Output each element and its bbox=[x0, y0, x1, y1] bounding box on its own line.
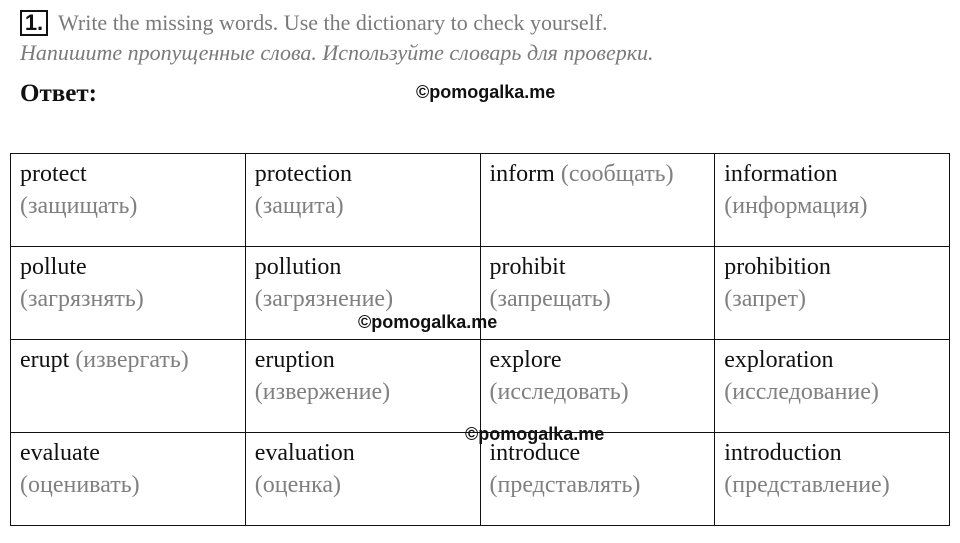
word-translation: (запрещать) bbox=[489, 286, 611, 312]
table-cell bbox=[715, 340, 950, 433]
table-cell bbox=[245, 154, 480, 247]
task-instruction: Write the missing words. Use the dictionary to check yourself. bbox=[58, 10, 608, 35]
word-translation: (загрязнять) bbox=[20, 286, 144, 312]
table-cell bbox=[480, 433, 715, 526]
word-text: introduce bbox=[489, 440, 581, 466]
word-translation: (сообщать) bbox=[560, 161, 674, 187]
word-translation: (защита) bbox=[254, 193, 344, 219]
table-cell bbox=[245, 340, 480, 433]
word-text: evaluation bbox=[254, 440, 355, 466]
table-row bbox=[11, 154, 950, 247]
word-text: exploration bbox=[724, 347, 834, 373]
table-cell bbox=[480, 340, 715, 433]
word-text: pollution bbox=[254, 254, 342, 280]
table-cell bbox=[715, 247, 950, 340]
word-text: protect bbox=[20, 161, 87, 187]
task-header bbox=[20, 8, 940, 68]
word-text: introduction bbox=[724, 440, 842, 466]
word-translation: (извергать) bbox=[75, 347, 189, 373]
word-text: information bbox=[724, 161, 838, 187]
word-translation: (извержение) bbox=[254, 379, 391, 405]
watermark: ©pomogalka.me bbox=[465, 424, 605, 444]
table-cell bbox=[245, 433, 480, 526]
word-translation: (исследование) bbox=[724, 379, 879, 405]
table-cell bbox=[11, 154, 246, 247]
word-text: inform bbox=[489, 161, 555, 187]
table-cell bbox=[715, 433, 950, 526]
word-text: pollute bbox=[20, 254, 87, 280]
table-cell bbox=[715, 154, 950, 247]
word-translation: (представлять) bbox=[489, 472, 641, 498]
word-text: eruption bbox=[254, 347, 335, 373]
word-text: erupt bbox=[20, 347, 70, 373]
answer-label: Ответ: bbox=[20, 80, 97, 107]
word-text: prohibition bbox=[724, 254, 831, 280]
word-table bbox=[10, 153, 950, 526]
table-row bbox=[11, 433, 950, 526]
word-translation: (исследовать) bbox=[489, 379, 629, 405]
task-translation: Напишите пропущенные слова. Используйте словарь для проверки. bbox=[20, 40, 654, 65]
word-translation: (запрет) bbox=[724, 286, 807, 312]
word-translation: (загрязнение) bbox=[254, 286, 394, 312]
word-text: explore bbox=[489, 347, 562, 373]
watermark: ©pomogalka.me bbox=[416, 82, 556, 102]
table-cell bbox=[11, 340, 246, 433]
task-instruction-line bbox=[20, 8, 940, 38]
table-row bbox=[11, 340, 950, 433]
word-translation: (оценка) bbox=[254, 472, 342, 498]
word-text: evaluate bbox=[20, 440, 100, 466]
task-number-box: 1. bbox=[20, 10, 48, 36]
watermark: ©pomogalka.me bbox=[358, 312, 498, 332]
word-translation: (оценивать) bbox=[20, 472, 140, 498]
word-translation: (защищать) bbox=[20, 193, 138, 219]
word-text: protection bbox=[254, 161, 353, 187]
word-text: prohibit bbox=[489, 254, 566, 280]
table-cell bbox=[11, 433, 246, 526]
table-cell bbox=[11, 247, 246, 340]
word-translation: (представление) bbox=[724, 472, 890, 498]
table-cell bbox=[480, 247, 715, 340]
table-cell bbox=[480, 154, 715, 247]
word-translation: (информация) bbox=[724, 193, 868, 219]
